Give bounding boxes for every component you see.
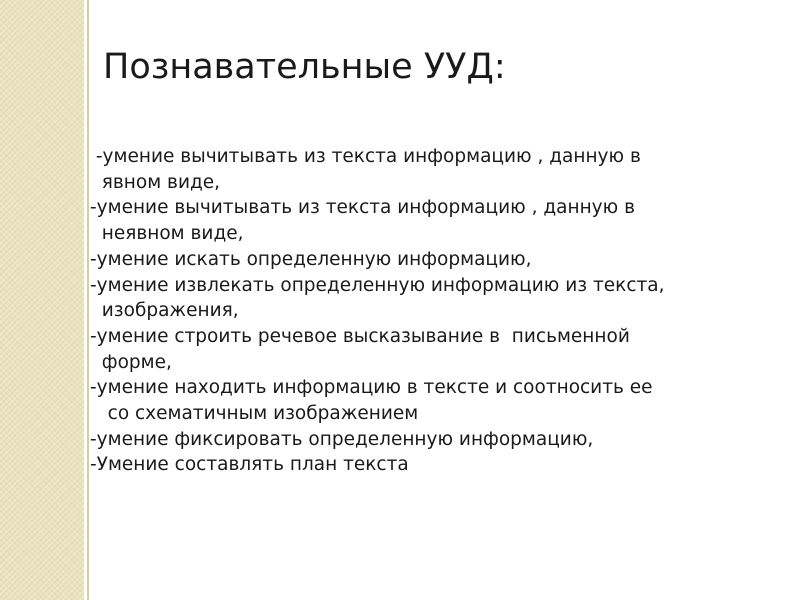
list-item-line: форме, bbox=[90, 351, 172, 373]
list-item-line: -умение строить речевое высказывание в письменной bbox=[90, 325, 630, 347]
list-item-line: явном виде, bbox=[90, 171, 221, 193]
list-item-line: -умение вычитывать из текста информацию , данную в bbox=[90, 146, 641, 167]
list-item-line: изображения, bbox=[90, 300, 239, 322]
list-item-line: -умение находить информацию в тексте и соотносить ее bbox=[90, 377, 653, 399]
list-item-line: -умение искать определенную информацию, bbox=[90, 248, 532, 270]
decorative-side-line bbox=[87, 0, 89, 600]
slide-title: Познавательные УУД: bbox=[103, 47, 506, 87]
list-item bbox=[90, 144, 790, 195]
list-item bbox=[90, 375, 790, 426]
list-item-line: -умение вычитывать из текста информацию , данную в bbox=[90, 197, 635, 219]
list-item-line: -умение извлекать определенную информацию из текста, bbox=[90, 274, 665, 296]
list-item bbox=[90, 452, 790, 478]
list-item-line: неявном виде, bbox=[90, 223, 244, 245]
list-item-line: со схематичным изображением bbox=[90, 403, 419, 425]
list-item bbox=[90, 247, 790, 273]
skills-list bbox=[90, 144, 790, 478]
list-item bbox=[90, 195, 790, 246]
list-item-line: -умение фиксировать определенную информацию, bbox=[90, 428, 594, 450]
list-item bbox=[90, 427, 790, 453]
list-item bbox=[90, 273, 790, 324]
decorative-side-band bbox=[0, 0, 84, 600]
list-item bbox=[90, 324, 790, 375]
list-item-line: -Умение составлять план текста bbox=[90, 454, 409, 476]
